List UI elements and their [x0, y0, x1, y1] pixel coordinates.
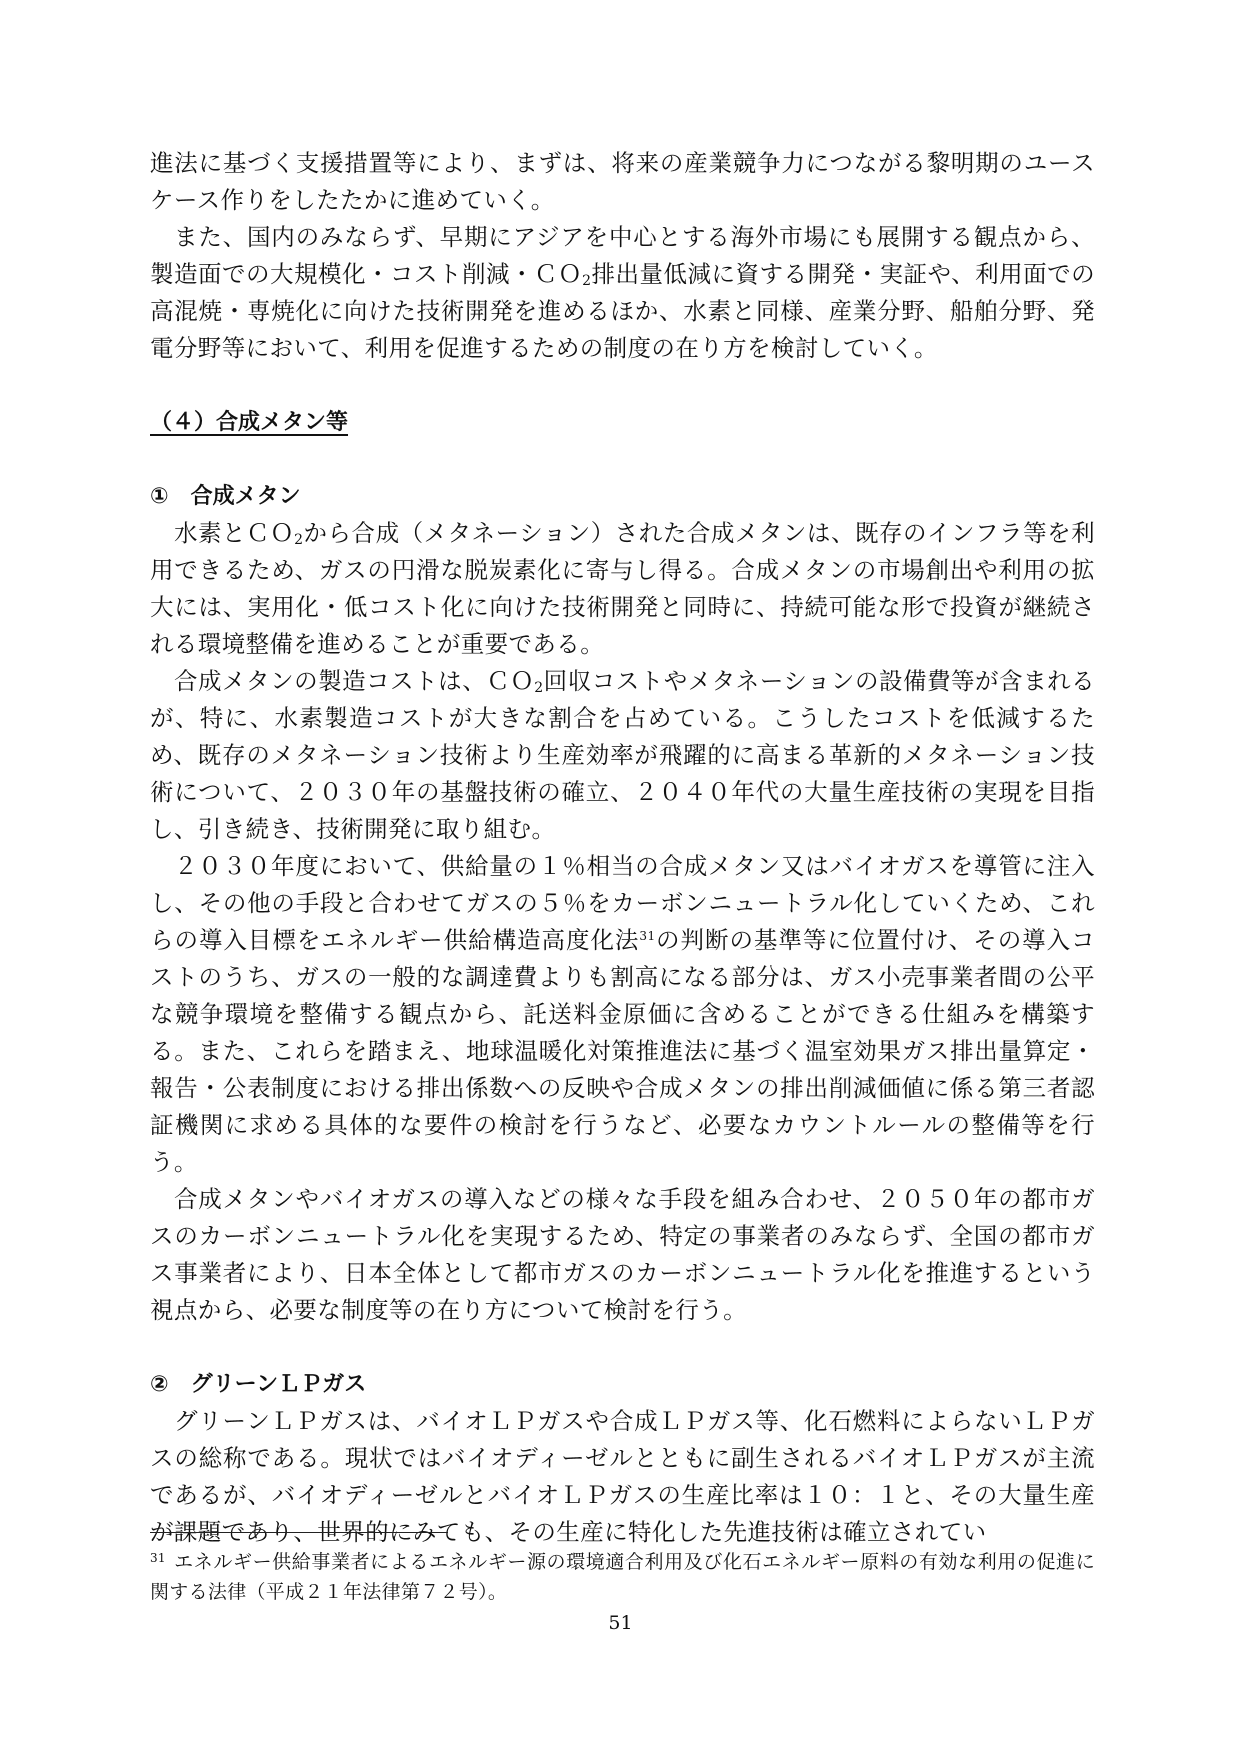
document-body [150, 145, 1095, 1551]
paragraph-text: また、国内のみならず、早期にアジアを中心とする海外市場にも展開する観点から、製造面での大規模化・コスト削減・ＣＯ [150, 223, 1095, 288]
paragraph-manufacturing-cost [150, 663, 1095, 848]
subsection-heading-green-lpg: ② グリーンＬＰガス [150, 1372, 367, 1397]
footnote-text: エネルギー供給事業者によるエネルギー源の環境適合利用及び化石エネルギー原料の有効な利用の促進に関する法律（平成２１年法律第７２号）。 [150, 1551, 1095, 1603]
footnote [150, 1543, 1095, 1607]
subscript: 2 [534, 680, 544, 696]
paragraph-text: 水素とＣＯ [174, 519, 295, 547]
paragraph-synthetic-methane-intro [150, 515, 1095, 663]
footnote-reference: 31 [639, 929, 656, 943]
paragraph-text: の判断の基準等に位置付け、その導入コストのうち、ガスの一般的な調達費よりも割高になる部分は、ガス小売事業者間の公平な競争環境を整備する観点から、託送料金原価に含めることができる仕組みを構築する。また、これらを踏まえ、地球温暖化対策推進法に基づく温室効果ガス排出量算定・報告・公表制度における排出係数への反映や合成メタンの排出削減価値に係る第三者認証機関に求める具体的な要件の検討を行うなど、必要なカウントルールの整備等を行う。 [150, 926, 1096, 1176]
paragraph-2050-goal [150, 1181, 1095, 1329]
paragraph-text: ２０３０年度において、供給量の１％相当の合成メタン又はバイオガスを導管に注入し、その他の手段と合わせてガスの５％をカーボンニュートラル化していくため、これらの導入目標をエネルギー供給構造高度化法 [150, 852, 1095, 954]
footnote-mark: 31 [150, 1551, 166, 1565]
paragraph-text: グリーンＬＰガスは、バイオＬＰガスや合成ＬＰガス等、化石燃料によらないＬＰガスの総称である。現状ではバイオディーゼルとともに副生されるバイオＬＰガスが主流であるが、バイオディーゼルとバイオＬＰガスの生産比率は１０：１と、その大量生産が課題であり、世界的にみても、その生産に特化した先進技術は確立されてい [150, 1407, 1095, 1546]
subscript: 2 [582, 273, 592, 289]
paragraph-text: 回収コストやメタネーションの設備費等が含まれるが、特に、水素製造コストが大きな割合を占めている。こうしたコストを低減するため、既存のメタネーション技術より生産効率が飛躍的に高まる革新的メタネーション技術について、２０３０年の基盤技術の確立、２０４０年代の大量生産技術の実現を目指し、引き続き、技術開発に取り組む。 [150, 667, 1095, 843]
footnote-divider [150, 1532, 448, 1533]
subscript: 2 [294, 532, 304, 548]
paragraph-text: 合成メタンの製造コストは、ＣＯ [174, 667, 535, 695]
paragraph-overseas [150, 219, 1095, 367]
paragraph-text: 排出量低減に資する開発・実証や、利用面での高混焼・専焼化に向けた技術開発を進めるほか、水素と同様、産業分野、船舶分野、発電分野等において、利用を促進するための制度の在り方を検討していく。 [150, 260, 1095, 362]
paragraph-text: から合成（メタネーション）された合成メタンは、既存のインフラ等を利用できるため、ガスの円滑な脱炭素化に寄与し得る。合成メタンの市場創出や利用の拡大には、実用化・低コスト化に向けた技術開発と同時に、持続可能な形で投資が継続される環境整備を進めることが重要である。 [150, 519, 1096, 658]
paragraph-text: 合成メタンやバイオガスの導入などの様々な手段を組み合わせ、２０５０年の都市ガスのカーボンニュートラル化を実現するため、特定の事業者のみならず、全国の都市ガス事業者により、日本全体として都市ガスのカーボンニュートラル化を推進するという視点から、必要な制度等の在り方について検討を行う。 [150, 1185, 1095, 1324]
paragraph-text: 進法に基づく支援措置等により、まずは、将来の産業競争力につながる黎明期のユースケース作りをしたたかに進めていく。 [150, 149, 1095, 214]
section-heading: （４）合成メタン等 [150, 410, 349, 435]
subsection-heading-synthetic-methane: ① 合成メタン [150, 484, 301, 509]
paragraph-2030-target [150, 848, 1095, 1181]
paragraph-continued [150, 145, 1095, 219]
page-number: 51 [608, 1612, 633, 1634]
paragraph-green-lpg [150, 1403, 1095, 1551]
